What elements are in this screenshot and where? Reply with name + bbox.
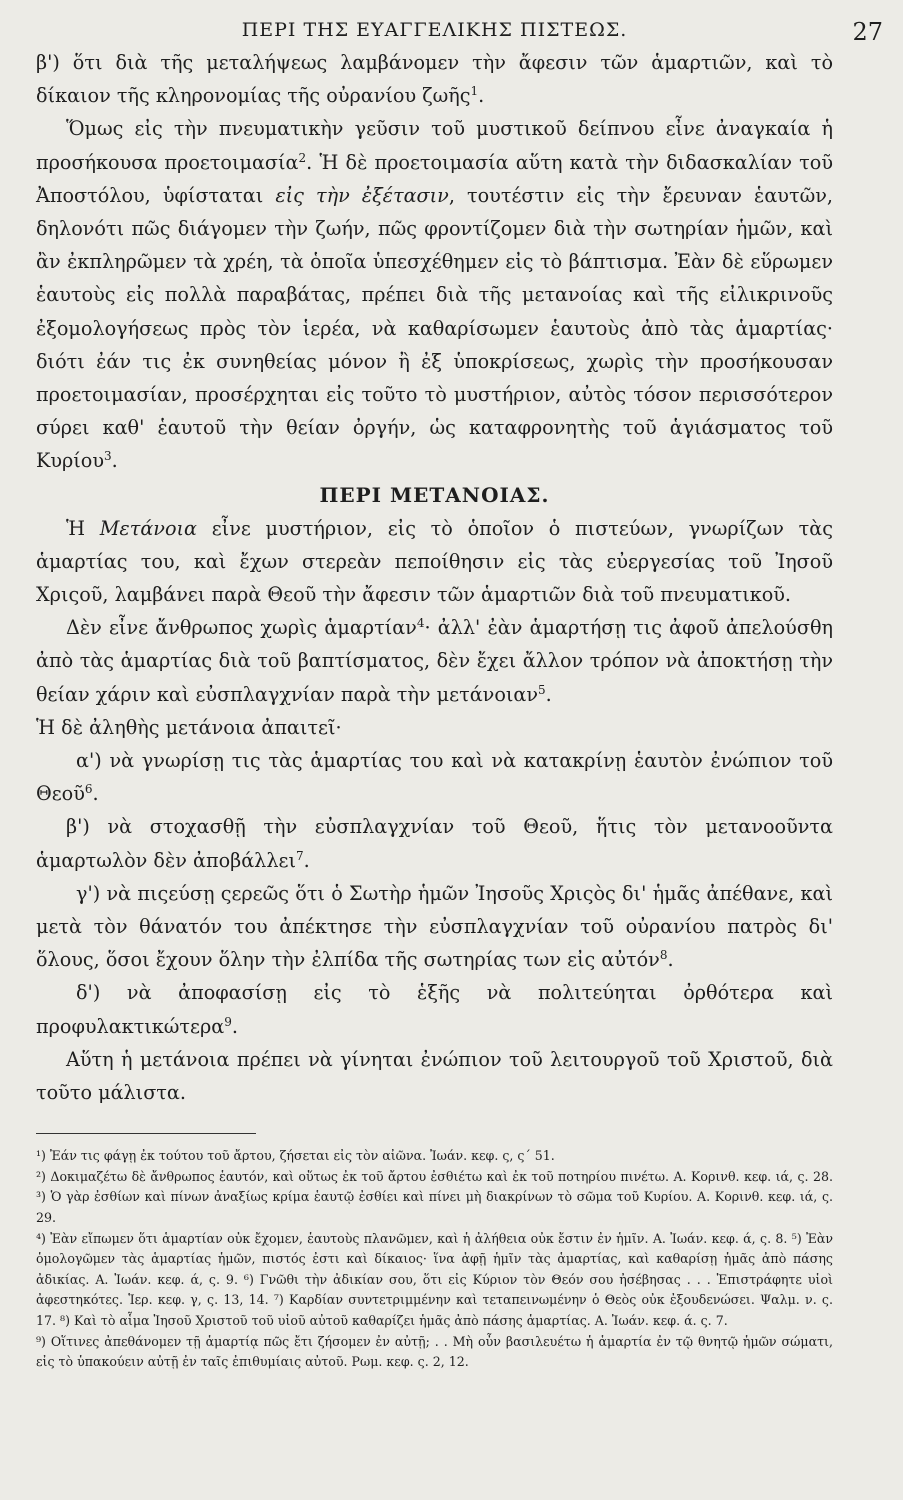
list-item-beta (36, 810, 833, 876)
text-run: γ') νὰ πιςεύσῃ ςερεῶς ὅτι ὁ Σωτὴρ ἡμῶν Ἰησοῦς Χριςὸς δι' ἡμᾶς ἀπέθανε, καὶ μετὰ τὸν θάνατόν του ἀπέκτησε τὴν εὐσπλαγχνίαν τοῦ οὐρανίου πατρὸς δι' ὅλους, ὅσοι ἔχουν ὅλην τὴν ἐλπίδα τῆς σωτηρίας των εἰς αὐτόν (36, 881, 833, 972)
text-run: . (667, 948, 674, 972)
emphasis-text: εἰς τὴν ἐξέτασιν (275, 183, 449, 207)
text-run: εἶνε μυστήριον, εἰς τὸ ὁποῖον ὁ πιστεύων, γνωρίζων τὰς ἁμαρτίας του, καὶ ἔχων στερεὰν πεποίθησιν εἰς τὰς εὐεργεσίας τοῦ Ἰησοῦ Χριςοῦ, λαμβάνει παρὰ Θεοῦ τὴν ἄφεσιν τῶν ἁμαρτιῶν διὰ τοῦ πνευματικοῦ. (36, 516, 833, 607)
footnote-ref: 6 (84, 782, 93, 797)
footnote-ref: 4 (416, 616, 425, 631)
text-run: Ὅμως εἰς τὴν πνευματικὴν γεῦσιν τοῦ μυστικοῦ δείπνου εἶνε ἀναγκαία ἡ προσήκουσα προετοιμασία (36, 117, 833, 174)
paragraph-requirements-intro: Ἡ δὲ ἀληθὴς μετάνοια ἀπαιτεῖ· (36, 715, 342, 739)
page-number: 27 (852, 18, 883, 46)
footnote-ref: 2 (298, 150, 307, 165)
emphasis-text: Μετάνοια (99, 516, 197, 540)
text-run: Δὲν εἶνε ἄνθρωπος χωρὶς ἁμαρτίαν (66, 616, 417, 640)
footnotes (36, 1146, 833, 1373)
running-title: ΠΕΡΙ ΤΗΣ ΕΥΑΓΓΕΛΙΚΗΣ ΠΙΣΤΕΩΣ. (241, 19, 628, 41)
text-run: . (303, 848, 310, 872)
paragraph-preparation (36, 112, 833, 477)
section-heading: ΠΕΡΙ ΜΕΤΑΝΟΙΑΣ. (319, 482, 550, 507)
text-run: . (478, 84, 485, 108)
text-run: β') νὰ στοχασθῇ τὴν εὐσπλαγχνίαν τοῦ Θεοῦ, ἥτις τὸν μετανοοῦντα ἁμαρτωλὸν δὲν ἀποβάλλει (36, 815, 833, 872)
footnote-9: ⁹) Οἵτινες ἀπεθάνομεν τῇ ἁμαρτίᾳ πῶς ἔτι ζήσομεν ἐν αὐτῇ; . . Μὴ οὖν βασιλευέτω ἡ ἁμαρτία ἐν τῷ θνητῷ ἡμῶν σώματι, εἰς τὸ ὑπακούειν αὐτῇ ἐν ταῖς ἐπιθυμίαις αὐτοῦ. Ρωμ. κεφ. ς. 2, 12. (36, 1333, 833, 1370)
text-run: . (111, 449, 118, 473)
text-run: δ') νὰ ἀποφασίσῃ εἰς τὸ ἑξῆς νὰ πολιτεύηται ὀρθότερα καὶ προφυλακτικώτερα (36, 981, 833, 1038)
footnote-divider (36, 1133, 256, 1134)
list-item-delta (36, 976, 833, 1042)
footnote-ref: 9 (224, 1014, 232, 1029)
list-item-alpha (36, 744, 833, 810)
text-run: . Ἡ δὲ προετοιμασία αὕτη κατὰ τὴν διδασκαλίαν τοῦ Ἀποστόλου, ὑφίσταται (36, 150, 834, 207)
text-run: · ἀλλ' ἐὰν ἁμαρτήσῃ τις ἀφοῦ ἀπελούσθη ἀπὸ τὰς ἁμαρτίας διὰ τοῦ βαπτίσματος, δὲν ἔχει ἄλλον τρόπον νὰ ἀποκτήσῃ τὴν θείαν χάριν καὶ εὐσπλαγχνίαν παρὰ τὴν μετάνοιαν (36, 616, 833, 706)
footnote-4-8: ⁴) Ἐὰν εἴπωμεν ὅτι ἁμαρτίαν οὐκ ἔχομεν, ἑαυτοὺς πλανῶμεν, καὶ ἡ ἀλήθεια οὐκ ἔστιν ἐν ἡμῖν. Α. Ἰωάν. κεφ. ά, ς. 8. ⁵) Ἐὰν ὁμολογῶμεν τὰς ἁμαρτίας ἡμῶν, πιστός ἐστι καὶ δίκαιος· ἵνα ἀφῇ ἡμῖν τὰς ἁμαρτίας, καὶ καθαρίσῃ ἡμᾶς ἀπὸ πάσης ἀδικίας. Α. Ἰωάν. κεφ. ά, ς. 9. ⁶) Γνῶθι τὴν ἀδικίαν σου, ὅτι εἰς Κύριον τὸν Θεόν σου ἠσέβησας . . . Ἐπιστράφητε υἱοὶ ἀφεστηκότες. Ἱερ. κεφ. γ, ς. 13, 14. ⁷) Καρδίαν συντετριμμένην καὶ τεταπεινωμένην ὁ Θεὸς οὐκ ἐξουδενώσει. Ψαλμ. ν. ς. 17. ⁸) Καὶ τὸ αἷμα Ἰησοῦ Χριστοῦ τοῦ υἱοῦ αὐτοῦ καθαρίζει ἡμᾶς ἀπὸ πάσης ἁμαρτίας. Α. Ἰωάν. κεφ. ά. ς. 7. (36, 1230, 833, 1329)
footnote-ref: 7 (295, 848, 304, 863)
paragraph-no-sinless-man (36, 611, 833, 711)
paragraph-confession: Αὕτη ἡ μετάνοια πρέπει νὰ γίνηται ἐνώπιον τοῦ λειτουργοῦ τοῦ Χριστοῦ, διὰ τοῦτο μάλιστα. (36, 1047, 833, 1105)
footnote-ref: 1 (470, 84, 479, 99)
running-header (36, 14, 883, 46)
text-run: β') ὅτι διὰ τῆς μεταλήψεως λαμβάνομεν τὴν ἄφεσιν τῶν ἁμαρτιῶν, καὶ τὸ δίκαιον τῆς κληρονομίας τῆς οὐρανίου ζωῆς (36, 51, 833, 108)
text-run: α') νὰ γνωρίσῃ τις τὰς ἁμαρτίας του καὶ νὰ κατακρίνῃ ἑαυτὸν ἐνώπιον τοῦ Θεοῦ (36, 749, 833, 806)
text-run: , τουτέστιν εἰς τὴν ἔρευναν ἑαυτῶν, δηλονότι πῶς διάγομεν τὴν ζωήν, πῶς φροντίζομεν διὰ τὴν σωτηρίαν ἡμῶν, καὶ ἂν ἐκπληρῶμεν τὰ χρέη, τὰ ὁποῖα ὑπεσχέθημεν εἰς τὸ βάπτισμα. Ἐὰν δὲ εὕρωμεν ἑαυτοὺς εἰς πολλὰ παραβάτας, πρέπει διὰ τῆς μετανοίας καὶ τῆς εἰλικρινοῦς ἐξομολογήσεως πρὸς τὸν ἱερέα, νὰ καθαρίσωμεν ἑαυτοὺς ἀπὸ τὰς ἁμαρτίας· διότι ἐάν τις ἐκ συνηθείας μόνον ἢ ἐξ ὑποκρίσεως, χωρὶς τὴν προσήκουσαν προετοιμασίαν, προσέρχηται εἰς τοῦτο τὸ μυστήριον, αὐτὸς τόσον περισσότερον σύρει καθ' ἑαυτοῦ τὴν θείαν ὀργήν, ὡς καταφρονητὴς τοῦ ἁγιάσματος τοῦ Κυρίου (36, 183, 833, 473)
footnote-2-3: ²) Δοκιμαζέτω δὲ ἄνθρωπος ἑαυτόν, καὶ οὕτως ἐκ τοῦ ἄρτου ἐσθιέτω καὶ ἐκ τοῦ ποτηρίου πινέτω. Α. Κορινθ. κεφ. ιά, ς. 28. ³) Ὁ γὰρ ἐσθίων καὶ πίνων ἀναξίως κρίμα ἑαυτῷ ἐσθίει καὶ πίνει μὴ διακρίνων τὸ σῶμα τοῦ Κυρίου. Α. Κορινθ. κεφ. ιά, ς. 29. (36, 1168, 833, 1226)
text-run: Ἡ (66, 516, 100, 540)
text-run: . (231, 1014, 238, 1038)
paragraph-repentance-definition (36, 512, 833, 612)
text-run: . (545, 682, 552, 706)
main-text (36, 46, 833, 1109)
footnote-ref: 3 (104, 449, 112, 464)
text-run: . (92, 782, 99, 806)
footnote-ref: 8 (659, 948, 668, 963)
paragraph-communion-benefit (36, 46, 833, 112)
list-item-gamma (36, 877, 833, 977)
footnote-1: ¹) Ἐάν τις φάγῃ ἐκ τούτου τοῦ ἄρτου, ζήσεται εἰς τὸν αἰῶνα. Ἰωάν. κεφ. ς, ς΄ 51. (36, 1148, 555, 1164)
footnote-ref: 5 (538, 682, 546, 697)
